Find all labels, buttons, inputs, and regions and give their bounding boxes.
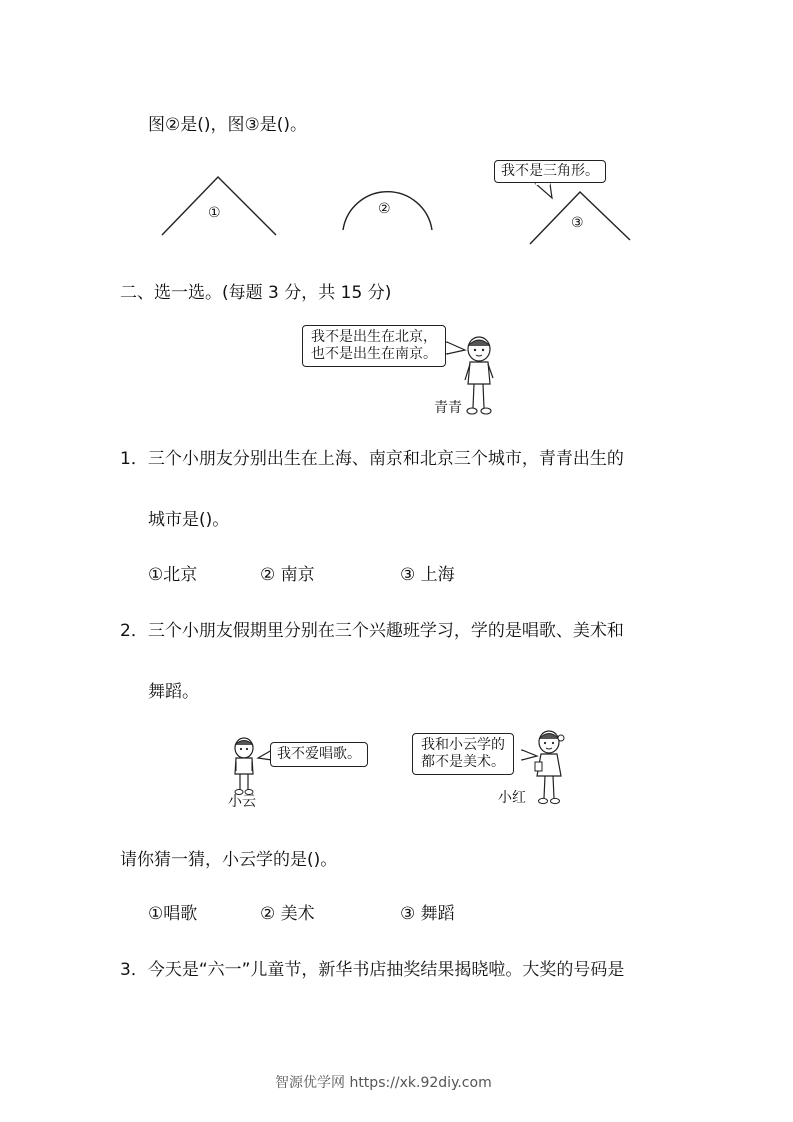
- qingqing-name-label: 青青: [434, 400, 462, 416]
- question-2-text-cont: 舞蹈。: [148, 682, 199, 702]
- xiaoyun-speech-bubble: 我不爱唱歌。: [270, 742, 368, 767]
- xiaohong-name-label: 小红: [498, 790, 526, 806]
- figure-3-speech-bubble: 我不是三角形。: [494, 160, 606, 183]
- girl-xiaoyun-icon: [230, 736, 260, 796]
- section-heading: 二、选一选。(每题 3 分，共 15 分): [120, 283, 392, 303]
- figure-1-label: ①: [208, 205, 221, 221]
- question-3-text: 3．今天是“六一”儿童节，新华书店抽奖结果揭晓啦。大奖的号码是: [120, 960, 625, 980]
- girl-qingqing-icon: [462, 334, 498, 418]
- footer-watermark: 智源优学网 https://xk.92diy.com: [275, 1075, 492, 1091]
- q1-option-3[interactable]: ③ 上海: [400, 565, 455, 585]
- q2-option-2[interactable]: ② 美术: [260, 904, 315, 924]
- xiaohong-speech-bubble: [412, 733, 514, 775]
- question-2-text: 2．三个小朋友假期里分别在三个兴趣班学习，学的是唱歌、美术和: [120, 621, 624, 641]
- question-1-text: 1．三个小朋友分别出生在上海、南京和北京三个城市，青青出生的: [120, 449, 624, 469]
- q2-option-3[interactable]: ③ 舞蹈: [400, 904, 455, 924]
- qingqing-speech-bubble: [302, 325, 446, 367]
- bubble-line-2: 也不是出生在南京。: [311, 346, 437, 362]
- bubble-line-2: 都不是美术。: [421, 754, 505, 770]
- bubble-line-1: 我和小云学的: [421, 737, 505, 753]
- bubble-line-1: 我不是出生在北京，: [311, 329, 437, 345]
- q1-option-2[interactable]: ② 南京: [260, 565, 315, 585]
- figure-2-label: ②: [378, 201, 391, 217]
- question-2-prompt: 请你猜一猜，小云学的是()。: [120, 850, 338, 870]
- xiaoyun-name-label: 小云: [228, 794, 256, 810]
- figure-3-label: ③: [571, 215, 584, 231]
- question-1-text-cont: 城市是()。: [148, 510, 230, 530]
- question-figures: 图②是()，图③是()。: [148, 115, 308, 135]
- q1-option-1[interactable]: ①北京: [148, 565, 198, 585]
- girl-xiaohong-icon: [533, 728, 567, 806]
- q2-option-1[interactable]: ①唱歌: [148, 904, 198, 924]
